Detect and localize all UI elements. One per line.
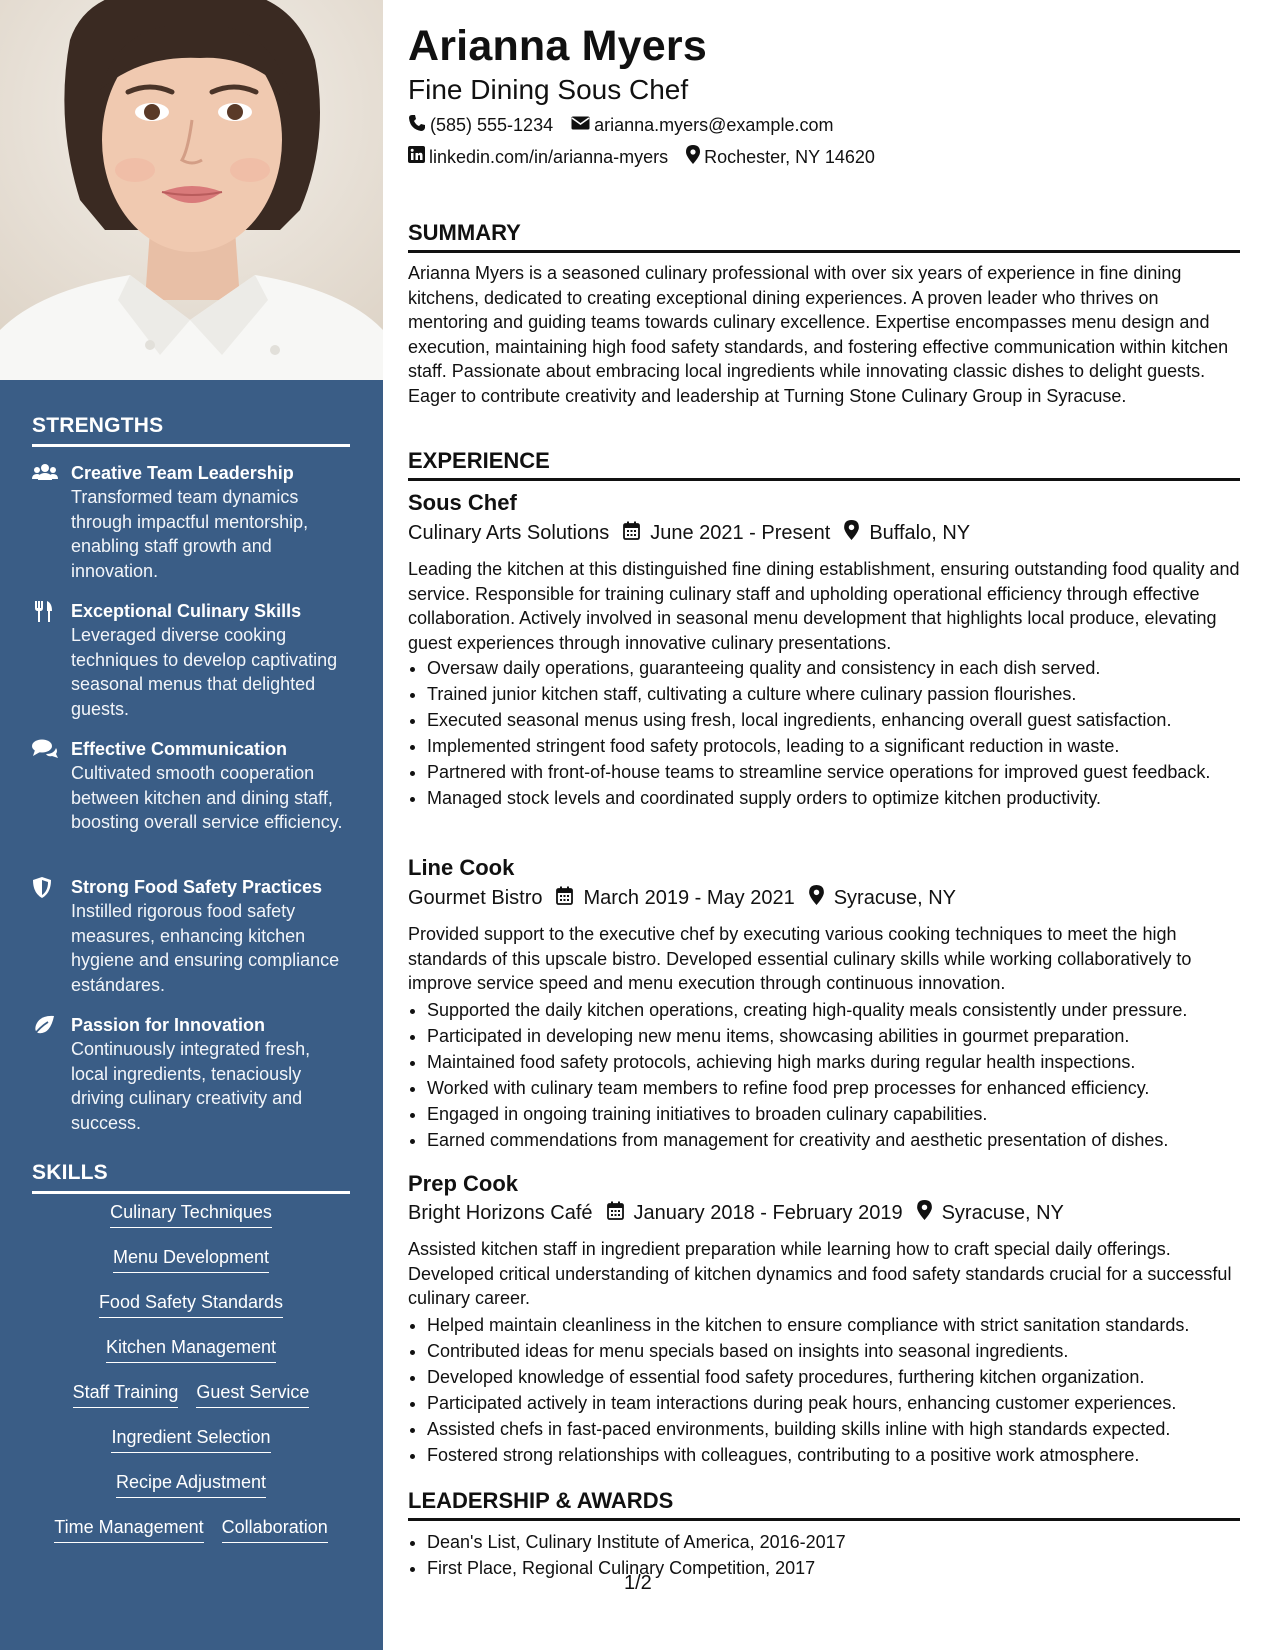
strengths-heading: STRENGTHS [32, 414, 350, 447]
awards-list [408, 1530, 1259, 1582]
location-text: Rochester, NY 14620 [704, 146, 875, 167]
awards-heading: LEADERSHIP & AWARDS [408, 1488, 1240, 1521]
job-dates-text: June 2021 - Present [650, 521, 831, 544]
strength-item [32, 599, 352, 721]
skill-tag: Culinary Techniques [110, 1200, 272, 1228]
job-meta [408, 1200, 1078, 1226]
job-meta [408, 520, 984, 546]
bullet-item: • Contributed ideas for menu specials based on insights into seasonal ingredients. [427, 1339, 1259, 1363]
job-description: Provided support to the executive chef by executing various cooking techniques to meet the high standards of this upscale bistro. Developed essential culinary skills while working collaboratively to improve service speed and menu execution through continuous innovation. [408, 924, 1192, 993]
bullet-item: • Supported the daily kitchen operations, creating high-quality meals consistently under pressure. [427, 998, 1259, 1022]
sidebar [0, 0, 383, 1650]
bullet-item: • Developed knowledge of essential food safety procedures, furthering kitchen organization. [427, 1365, 1259, 1389]
job-bullets [408, 998, 1259, 1154]
shield-icon [32, 877, 58, 897]
skills-list [32, 1200, 350, 1560]
map-pin-icon [917, 1200, 942, 1226]
candidate-name: Arianna Myers [408, 22, 707, 70]
bullet-item: • Executed seasonal menus using fresh, local ingredients, enhancing overall guest satisfaction. [427, 708, 1259, 732]
skill-tag: Time Management [54, 1515, 203, 1543]
skill-tag: Collaboration [222, 1515, 328, 1543]
strength-description: Instilled rigorous food safety measures, enhancing kitchen hygiene and ensuring compliance estándares. [71, 901, 340, 995]
job-title: Sous Chef [408, 490, 517, 515]
job-location [917, 1200, 1064, 1226]
job-dates [556, 886, 794, 911]
skill-tag: Food Safety Standards [99, 1290, 283, 1318]
strength-item [32, 737, 352, 835]
award-item: • Dean's List, Culinary Institute of America, 2016-2017 [427, 1530, 1259, 1554]
job-title: Prep Cook [408, 1171, 519, 1196]
linkedin-contact[interactable] [408, 146, 668, 168]
job-company: Gourmet Bistro [408, 886, 543, 909]
leaf-icon [32, 1015, 58, 1035]
job-location-text: Syracuse, NY [941, 1201, 1064, 1224]
bullet-item: • Engaged in ongoing training initiatives to broaden culinary capabilities. [427, 1102, 1259, 1126]
strength-title: Exceptional Culinary Skills [71, 601, 302, 621]
job-location [844, 520, 970, 546]
job-dates-text: January 2018 - February 2019 [633, 1201, 903, 1224]
envelope-icon [571, 115, 594, 136]
experience-heading: EXPERIENCE [408, 448, 1240, 481]
utensils-icon [32, 601, 58, 621]
strength-item [32, 461, 352, 583]
users-icon [32, 463, 58, 483]
summary-text: Arianna Myers is a seasoned culinary professional with over six years of experience in fine dining kitchens, dedicated to creating exceptional dining experiences. A proven leader who thrives on mentoring and guiding teams towards culinary excellence. Expertise encompasses menu design and execution, maintaining high food safety standards, and fostering effective communication within kitchen staff. Passionate about embracing local ingredients while innovating classic dishes to delight guests. Eager to contribute creativity and leadership at Turning Stone Culinary Group in Syracuse. [408, 263, 1229, 406]
location-contact [686, 145, 875, 169]
contact-row [408, 114, 851, 137]
strength-item [32, 1013, 352, 1135]
page-number: 1/2 [624, 1572, 652, 1594]
profile-photo [0, 0, 383, 380]
job-dates [623, 521, 830, 546]
bullet-item: • Earned commendations from management for creativity and aesthetic presentation of dishes. [427, 1128, 1259, 1152]
map-pin-icon [809, 885, 834, 911]
strength-title: Effective Communication [71, 739, 288, 759]
summary-heading: SUMMARY [408, 220, 1240, 253]
bullet-item: • Trained junior kitchen staff, cultivating a culture where culinary passion flourishes. [427, 682, 1259, 706]
phone-icon [408, 114, 430, 137]
strength-description: Cultivated smooth cooperation between kitchen and dining staff, boosting overall service efficiency. [71, 763, 343, 832]
job-bullets [408, 656, 1259, 812]
map-pin-icon [686, 145, 704, 169]
strength-description: Leveraged diverse cooking techniques to develop captivating seasonal menus that delighted guests. [71, 625, 338, 719]
strength-description: Transformed team dynamics through impactful mentorship, enabling staff growth and innovation. [71, 487, 309, 581]
strength-title: Strong Food Safety Practices [71, 877, 323, 897]
bullet-item: • Managed stock levels and coordinated supply orders to optimize kitchen productivity. [427, 786, 1259, 810]
contact-row-2 [408, 145, 893, 169]
bullet-item: • Fostered strong relationships with colleagues, contributing to a positive work atmosphere. [427, 1443, 1259, 1467]
skill-tag: Menu Development [113, 1245, 269, 1273]
job-location-text: Buffalo, NY [869, 521, 971, 544]
strength-item [32, 875, 352, 997]
calendar-icon [607, 1201, 634, 1226]
award-item: • First Place, Regional Culinary Competition, 2017 [427, 1556, 1259, 1580]
job-location [809, 885, 956, 911]
job-company: Culinary Arts Solutions [408, 521, 610, 544]
bullet-item: • Partnered with front-of-house teams to streamline service operations for improved guest feedback. [427, 760, 1259, 784]
strength-title: Passion for Innovation [71, 1015, 266, 1035]
job-title: Line Cook [408, 855, 515, 880]
bullet-item: • Assisted chefs in fast-paced environments, building skills inline with high standards expected. [427, 1417, 1259, 1441]
job-company: Bright Horizons Café [408, 1201, 593, 1224]
candidate-title: Fine Dining Sous Chef [408, 74, 689, 105]
bullet-item: • Participated actively in team interactions during peak hours, enhancing customer experiences. [427, 1391, 1259, 1415]
skill-tag: Guest Service [196, 1380, 309, 1408]
job-location-text: Syracuse, NY [833, 886, 956, 909]
job-dates [607, 1201, 903, 1226]
bullet-item: • Participated in developing new menu items, showcasing abilities in gourmet preparation. [427, 1024, 1259, 1048]
strength-title: Creative Team Leadership [71, 463, 294, 483]
job-meta [408, 885, 970, 911]
comments-icon [32, 739, 58, 759]
skill-tag: Ingredient Selection [111, 1425, 270, 1453]
job-dates-text: March 2019 - May 2021 [583, 886, 795, 909]
skill-tag: Recipe Adjustment [116, 1470, 266, 1498]
bullet-item: • Implemented stringent food safety protocols, leading to a significant reduction in waste. [427, 734, 1259, 758]
bullet-item: • Oversaw daily operations, guaranteeing quality and consistency in each dish served. [427, 656, 1259, 680]
job-description: Assisted kitchen staff in ingredient preparation while learning how to craft special daily offerings. Developed critical understanding of kitchen dynamics and food safety standards crucial for a successful culinary career. [408, 1239, 1232, 1308]
job-description: Leading the kitchen at this distinguished fine dining establishment, ensuring outstanding food quality and service. Responsible for training culinary staff and upholding operational efficiency through effective collaboration. Actively involved in seasonal menu development that highlights local produce, elevating guest experiences through innovative culinary presentations. [408, 559, 1240, 653]
bullet-item: • Worked with culinary team members to refine food prep processes for enhanced efficiency. [427, 1076, 1259, 1100]
phone-contact [408, 114, 553, 137]
job-bullets [408, 1313, 1259, 1469]
calendar-icon [623, 521, 650, 546]
email-text[interactable]: arianna.myers@example.com [594, 115, 834, 135]
calendar-icon [556, 886, 583, 911]
strength-description: Continuously integrated fresh, local ingredients, tenaciously driving culinary creativity and success. [71, 1039, 311, 1133]
email-contact[interactable] [571, 115, 833, 136]
skills-heading: SKILLS [32, 1161, 350, 1194]
bullet-item: • Maintained food safety protocols, achieving high marks during regular health inspections. [427, 1050, 1259, 1074]
phone-text: (585) 555-1234 [430, 115, 554, 135]
skill-tag: Kitchen Management [106, 1335, 276, 1363]
skill-tag: Staff Training [73, 1380, 179, 1408]
bullet-item: • Helped maintain cleanliness in the kitchen to ensure compliance with strict sanitation standards. [427, 1313, 1259, 1337]
map-pin-icon [844, 520, 869, 546]
linkedin-text[interactable]: linkedin.com/in/arianna-myers [429, 146, 669, 167]
linkedin-icon [408, 146, 429, 168]
